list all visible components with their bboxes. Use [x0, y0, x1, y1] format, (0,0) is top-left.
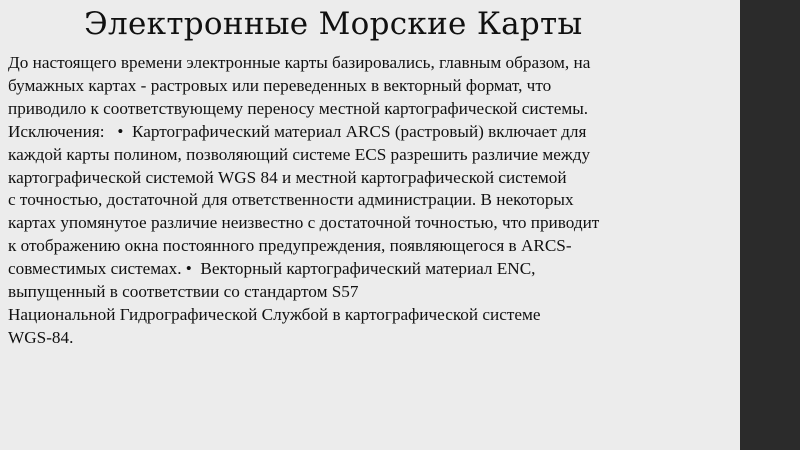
body-line: приводило к соответствующему переносу местной картографической системы.	[8, 98, 589, 118]
body-line: До настоящего времени электронные карты базировались, главным образом, на	[8, 53, 591, 72]
side-bar	[740, 0, 800, 450]
body-line: совместимых системах. • Векторный картографический материал ENC,	[8, 259, 536, 279]
body-line: с точностью, достаточной для ответственности администрации. В некоторых	[8, 190, 574, 210]
body-line: каждой карты полином, позволяющий системе ECS разрешить различие между	[8, 144, 591, 164]
body-line: Исключения: • Картографический материал ARCS (растровый) включает для	[8, 121, 587, 141]
body-line: Национальной Гидрографической Службой в картографической системе	[8, 304, 541, 324]
body-line: WGS-84.	[8, 327, 74, 347]
body-line: выпущенный в соответствии со стандартом S57	[8, 282, 359, 302]
slide-body	[8, 52, 736, 350]
slide-title: Электронные Морские Карты	[84, 6, 583, 42]
body-line: картографической системой WGS 84 и местной картографической системой	[8, 167, 567, 187]
body-line: картах упомянутое различие неизвестно с достаточной точностью, что приводит	[8, 213, 600, 233]
body-line: к отображению окна постоянного предупреждения, появляющегося в ARCS-	[8, 236, 572, 256]
body-line: бумажных картах - растровых или переведенных в векторный формат, что	[8, 75, 552, 95]
